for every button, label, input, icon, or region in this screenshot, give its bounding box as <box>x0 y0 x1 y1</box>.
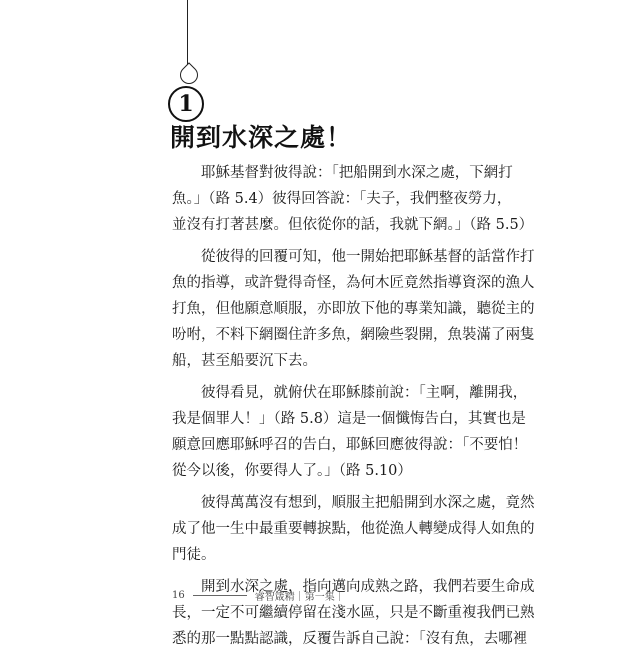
water-drop-icon <box>176 62 201 87</box>
body-text <box>172 160 535 658</box>
paragraph <box>172 574 535 652</box>
text-line: 彼得看見，就俯伏在耶穌膝前說：「主啊，離開我， <box>201 385 528 401</box>
text-line: 從今以後，你要得人了。」（路 5.10） <box>172 463 412 479</box>
text-line: 開到水深之處，指向邁向成熟之路，我們若要生命成 <box>201 579 535 595</box>
text-line: 耶穌基督對彼得說：「把船開到水深之處，下網打 <box>201 165 513 181</box>
text-line: 吩咐，不料下網圈住許多魚，網險些裂開，魚裝滿了兩隻 <box>172 327 535 343</box>
text-line: 願意回應耶穌呼召的告白，耶穌回應彼得說：「不要怕！ <box>172 437 528 453</box>
paragraph <box>172 490 535 568</box>
paragraph <box>172 160 534 238</box>
page-number: 16 <box>172 590 185 601</box>
text-line: 我是個罪人！」（路 5.8）這是一個懺悔告白，其實也是 <box>172 411 526 427</box>
text-line: 船，甚至船要沉下去。 <box>172 353 317 369</box>
page-footer <box>172 588 345 603</box>
running-title: 睿智箴精｜第一集｜ <box>254 592 345 603</box>
text-line: 並沒有打著甚麼。但依從你的話，我就下網。」（路 5.5） <box>172 217 534 233</box>
chapter-number: 1 <box>178 91 194 117</box>
text-line: 打魚，但他願意順服，亦即放下他的專業知識，聽從主的 <box>172 301 535 317</box>
text-line: 門徒。 <box>172 547 216 563</box>
text-line: 悉的那一點點認識，反覆告訴自己說：「沒有魚，去哪裡 <box>172 631 528 647</box>
text-line: 彼得萬萬沒有想到，順服主把船開到水深之處，竟然 <box>201 495 535 511</box>
text-line: 魚。」（路 5.4）彼得回答說：「夫子，我們整夜勞力， <box>172 191 512 207</box>
chapter-number-badge <box>168 86 204 122</box>
footer-rule <box>193 595 247 596</box>
chapter-title: 開到水深之處！ <box>170 123 353 152</box>
text-line: 長，一定不可繼續停留在淺水區，只是不斷重複我們已熟 <box>172 605 535 621</box>
text-line: 魚的指導，或許覺得奇怪，為何木匠竟然指導資深的漁人 <box>172 275 535 291</box>
text-line: 成了他一生中最重要轉捩點，他從漁人轉變成得人如魚的 <box>172 521 535 537</box>
paragraph <box>172 244 535 374</box>
paragraph <box>172 380 528 484</box>
hanging-thread <box>187 0 188 68</box>
text-line: 從彼得的回覆可知，他一開始把耶穌基督的話當作打 <box>201 249 535 265</box>
